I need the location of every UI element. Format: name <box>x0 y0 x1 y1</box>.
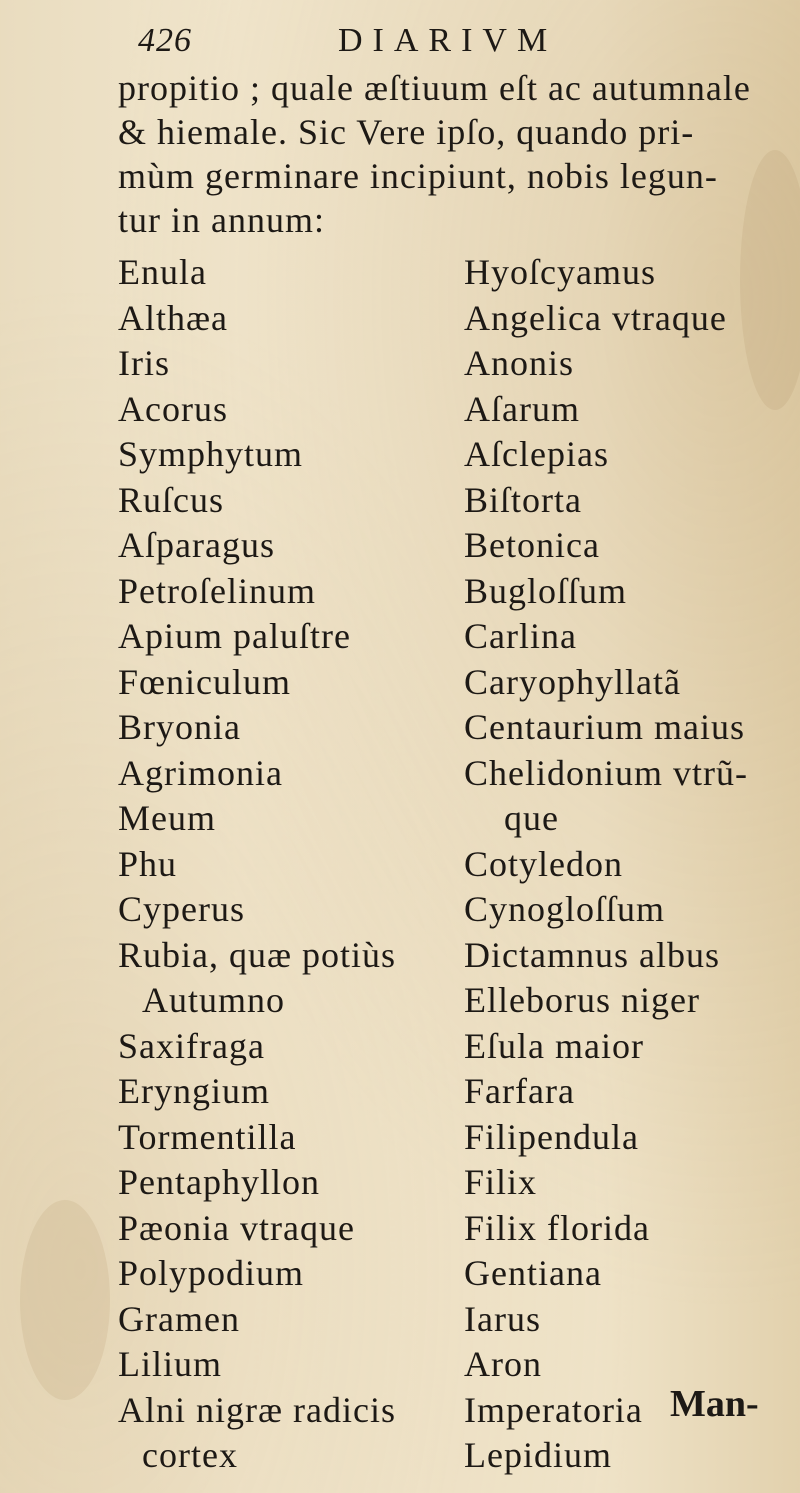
plant-list-item: Eryngium <box>118 1071 270 1111</box>
plant-list-item: que <box>504 798 559 838</box>
plant-list-item: Saxifraga <box>118 1025 265 1066</box>
paragraph-line: propitio ; quale æſtiuum eſt ac autumnale <box>118 68 751 108</box>
paragraph-line: & hiemale. Sic Vere ipſo, quando pri- <box>118 112 695 152</box>
plant-list-item: Pæonia vtraque <box>118 1207 355 1248</box>
running-head: DIARIVM <box>338 22 558 59</box>
plant-list-item: Aſparagus <box>118 525 275 565</box>
plant-list-item: Cyperus <box>118 889 245 929</box>
plant-list-item: Aſclepias <box>464 434 609 474</box>
plant-list-item: Gentiana <box>464 1253 602 1293</box>
plant-list-item: Ruſcus <box>118 479 225 520</box>
plant-list-item: Symphytum <box>118 434 304 474</box>
plant-list-item: Fœniculum <box>118 661 292 702</box>
plant-list-item: Polypodium <box>118 1253 305 1293</box>
plant-list-item: Alni nigræ radicis <box>118 1389 396 1430</box>
plant-list-item: Pentaphyllon <box>118 1162 320 1202</box>
plant-list-item: Apium paluſtre <box>118 616 351 656</box>
paragraph-line: tur in annum: <box>118 200 325 240</box>
plant-list-item: Chelidonium vtrũ- <box>464 752 748 793</box>
plant-list-item: Carlina <box>464 616 577 656</box>
plant-list-item: Iris <box>118 343 170 383</box>
plant-list-item: Phu <box>118 843 178 884</box>
plant-list-item: Eſula maior <box>464 1025 644 1066</box>
plant-list-item: Bryonia <box>118 707 241 747</box>
plant-list-item: Imperatoria <box>464 1389 643 1430</box>
plant-list-item: Gramen <box>118 1298 240 1339</box>
plant-list-item: Elleborus niger <box>464 980 700 1020</box>
plant-list-item: Petroſelinum <box>118 570 316 611</box>
plant-list-item: Farfara <box>464 1071 575 1111</box>
plant-list-item: Iarus <box>464 1298 541 1339</box>
right-plant-list <box>464 250 800 1479</box>
page-header <box>138 18 698 66</box>
plant-list-item: cortex <box>142 1435 238 1475</box>
plant-list-item: Anonis <box>464 343 575 383</box>
plant-list-item: Cynogloſſum <box>464 889 666 929</box>
plant-list-item: Betonica <box>464 525 600 565</box>
intro-paragraph <box>118 66 798 242</box>
paper-stain <box>20 1200 110 1400</box>
left-plant-list <box>118 250 458 1479</box>
plant-list-item: Filix florida <box>464 1207 650 1248</box>
plant-list-item: Lilium <box>118 1344 222 1384</box>
page-number: 426 <box>138 22 192 59</box>
plant-list-item: Lepidium <box>464 1435 612 1475</box>
plant-list-item: Rubia, quæ potiùs <box>118 934 397 975</box>
plant-list-item: Caryophyllatã <box>464 661 681 702</box>
plant-list-item: Althæa <box>118 297 228 338</box>
catchword: Man- <box>670 1383 759 1425</box>
plant-list-item: Aron <box>464 1344 542 1384</box>
plant-list-item: Agrimonia <box>118 752 283 793</box>
plant-list-item: Centaurium maius <box>464 707 745 747</box>
plant-list-item: Meum <box>118 798 216 838</box>
plant-list-item: Filipendula <box>464 1116 639 1157</box>
plant-list-item: Autumno <box>142 980 286 1020</box>
plant-list-item: Cotyledon <box>464 843 623 884</box>
plant-list-item: Aſarum <box>464 388 580 429</box>
plant-list-item: Dictamnus albus <box>464 934 720 975</box>
paragraph-line: mùm germinare incipiunt, nobis legun- <box>118 156 718 196</box>
plant-list-item: Tormentilla <box>118 1116 297 1157</box>
plant-list-item: Enula <box>118 252 207 292</box>
plant-list-item: Hyoſcyamus <box>464 252 656 292</box>
plant-list-item: Filix <box>464 1162 538 1202</box>
plant-list-item: Biſtorta <box>464 479 582 520</box>
plant-list-item: Acorus <box>118 388 228 429</box>
plant-list-item: Bugloſſum <box>464 570 628 611</box>
plant-list-item: Angelica vtraque <box>464 297 727 338</box>
